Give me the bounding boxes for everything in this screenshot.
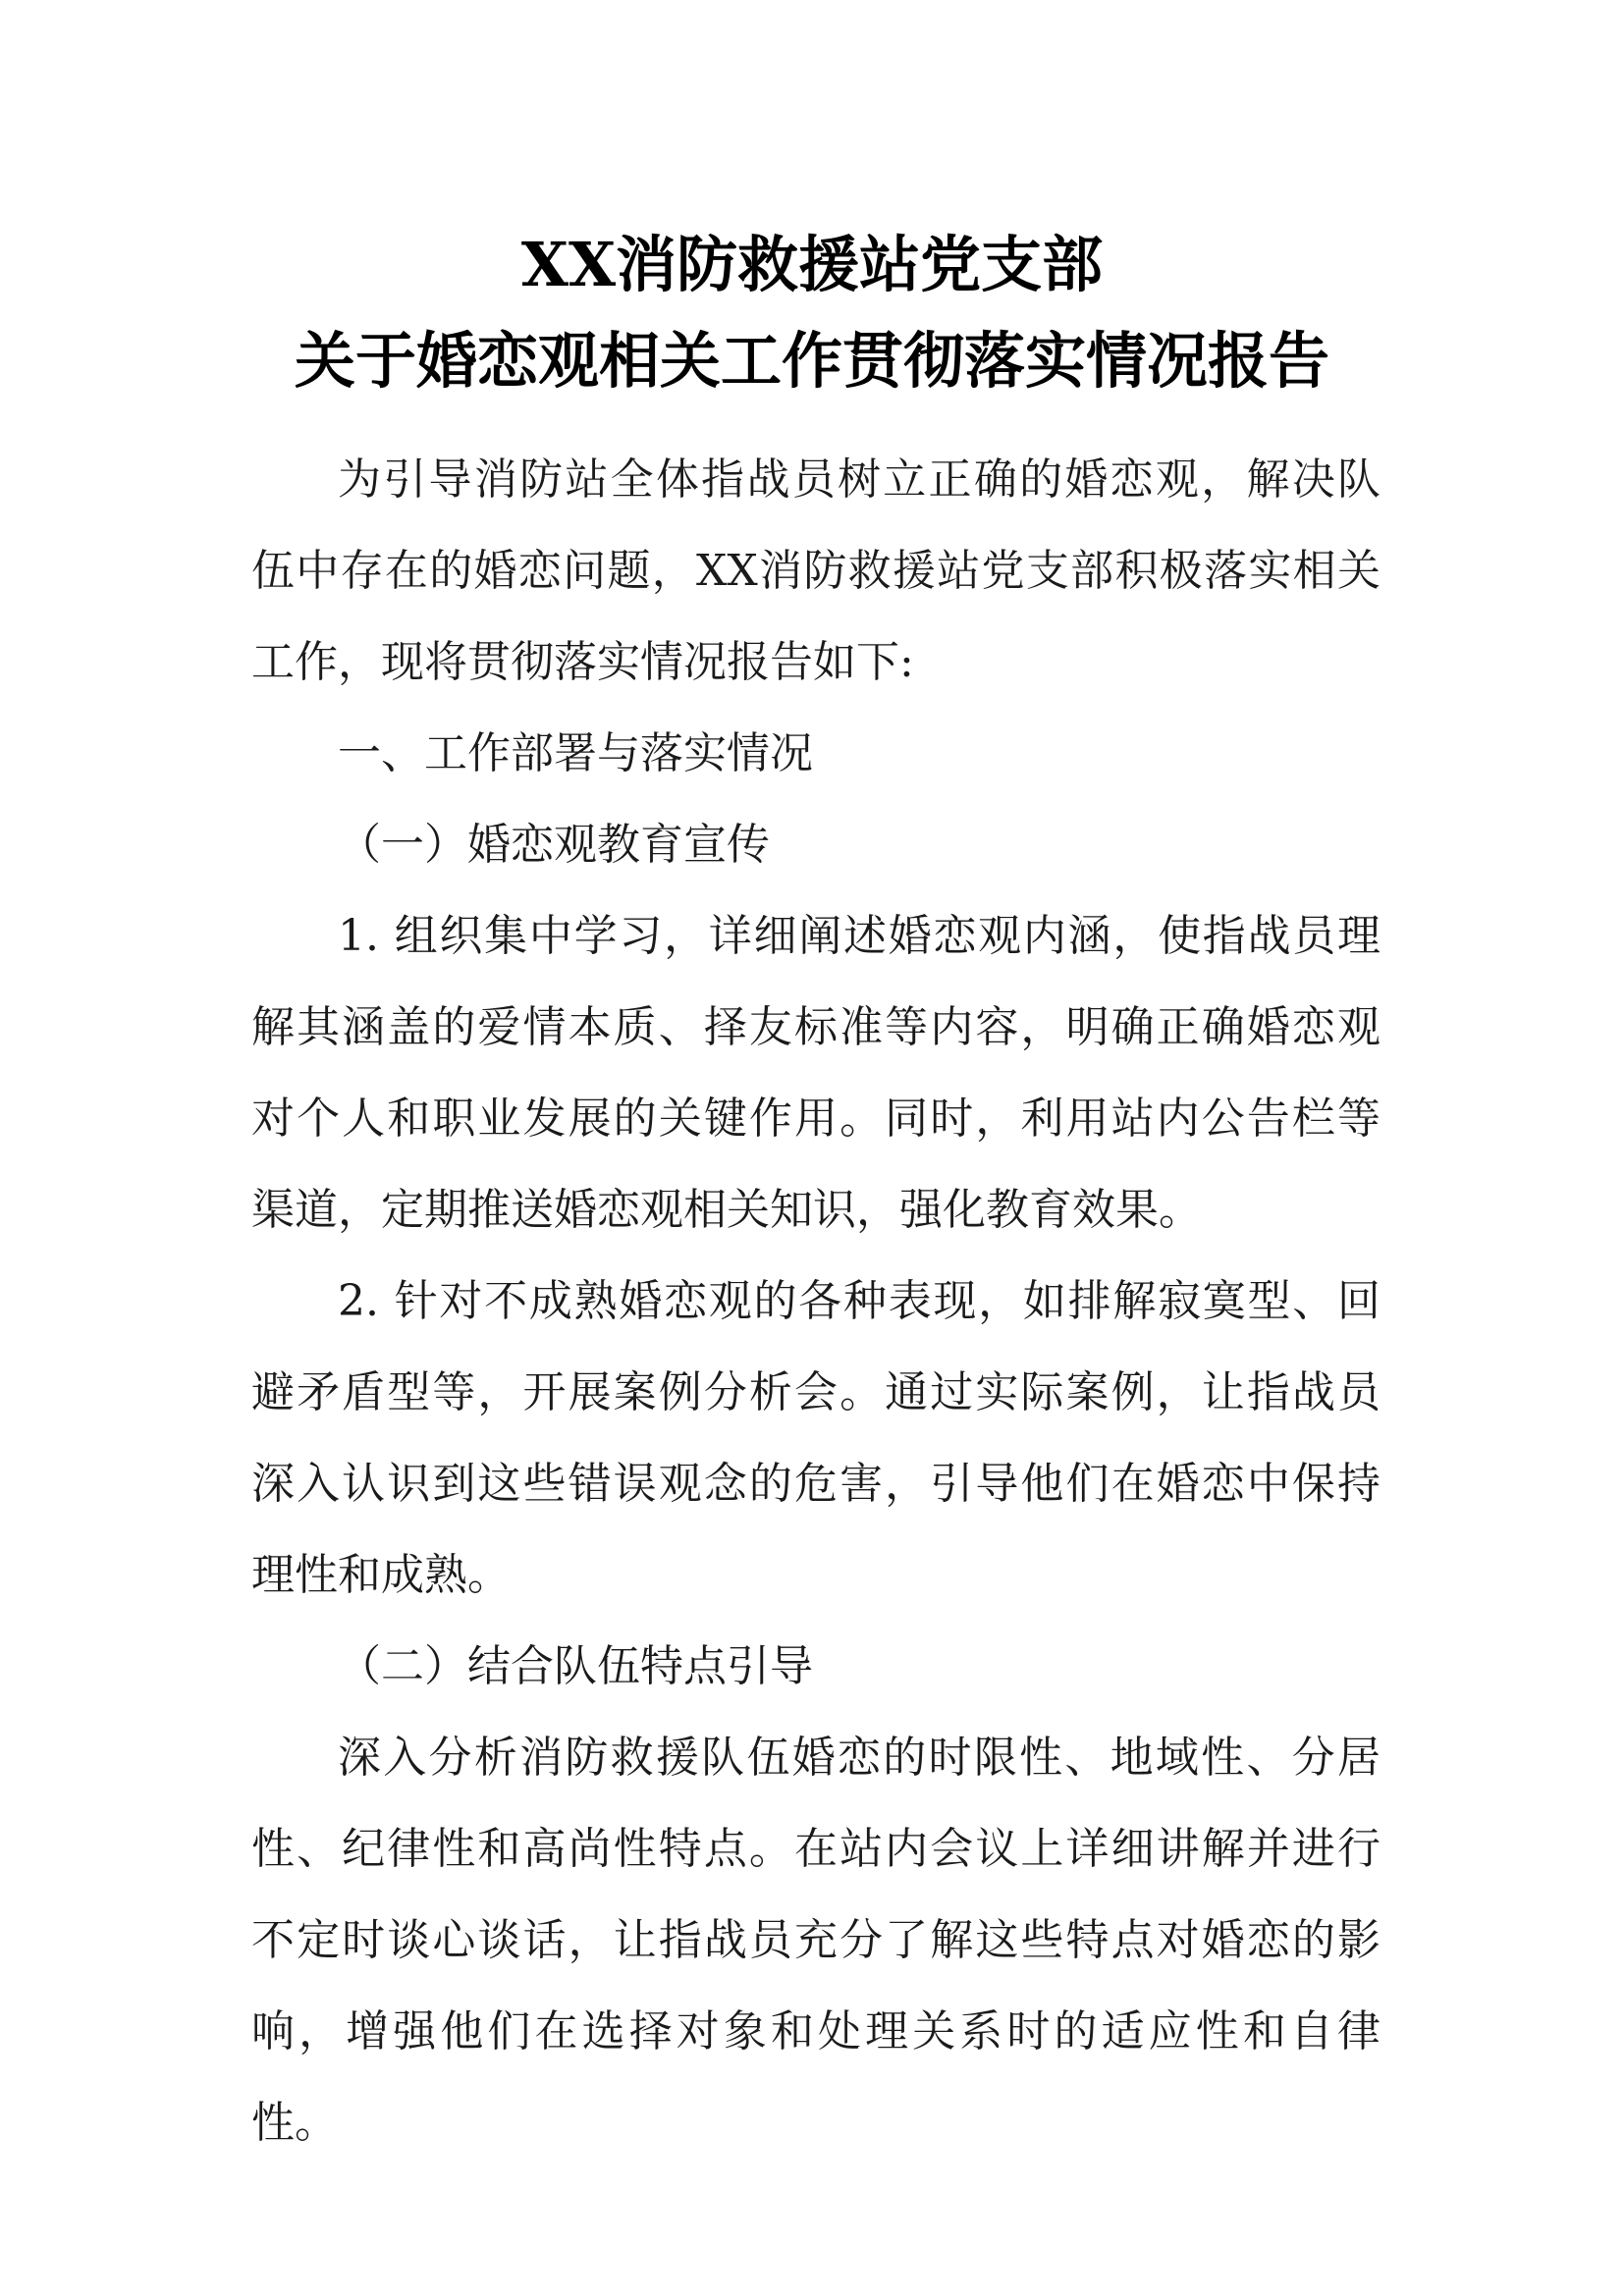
document-title-line-1: XX消防救援站党支部	[520, 229, 1104, 300]
paragraph-line: 不定时谈心谈话，让指战员充分了解这些特点对婚恋的影	[251, 1915, 1380, 1965]
paragraph-line: 性、纪律性和高尚性特点。在站内会议上详细讲解并进行	[251, 1824, 1380, 1874]
heading-line: （一）婚恋观教育宣传	[338, 820, 770, 870]
team-characteristics-paragraph	[251, 1712, 1380, 2168]
paragraph-line: 2. 针对不成熟婚恋观的各种表现，如排解寂寞型、回	[338, 1276, 1380, 1326]
heading-line: （二）结合队伍特点引导	[338, 1641, 813, 1691]
item-2-paragraph	[251, 1255, 1380, 1621]
intro-paragraph	[251, 434, 1380, 708]
document-title-line-2: 关于婚恋观相关工作贯彻落实情况报告	[294, 325, 1329, 397]
paragraph-line: 响，增强他们在选择对象和处理关系时的适应性和自律	[251, 2006, 1380, 2056]
paragraph-line: 深入分析消防救援队伍婚恋的时限性、地域性、分居	[338, 1733, 1380, 1783]
paragraph-line: 对个人和职业发展的关键作用。同时，利用站内公告栏等	[251, 1094, 1380, 1144]
document-body	[251, 434, 1380, 2168]
heading-line: 一、工作部署与落实情况	[338, 728, 813, 778]
paragraph-line: 理性和成熟。	[251, 1550, 511, 1600]
paragraph-line: 伍中存在的婚恋问题，XX消防救援站党支部积极落实相关	[251, 546, 1380, 596]
subsection-heading-1	[251, 799, 1380, 890]
paragraph-line: 避矛盾型等，开展案例分析会。通过实际案例，让指战员	[251, 1367, 1380, 1417]
paragraph-line: 解其涵盖的爱情本质、择友标准等内容，明确正确婚恋观	[251, 1002, 1380, 1052]
item-1-paragraph	[251, 890, 1380, 1255]
paragraph-line: 工作，现将贯彻落实情况报告如下:	[251, 637, 914, 687]
paragraph-line: 渠道，定期推送婚恋观相关知识，强化教育效果。	[251, 1185, 1202, 1235]
subsection-heading-2	[251, 1621, 1380, 1712]
paragraph-line: 性。	[251, 2098, 338, 2148]
section-heading-1	[251, 708, 1380, 799]
paragraph-line: 深入认识到这些错误观念的危害，引导他们在婚恋中保持	[251, 1459, 1380, 1509]
paragraph-line: 1. 组织集中学习，详细阐述婚恋观内涵，使指战员理	[338, 911, 1380, 961]
paragraph-line: 为引导消防站全体指战员树立正确的婚恋观，解决队	[338, 454, 1380, 505]
